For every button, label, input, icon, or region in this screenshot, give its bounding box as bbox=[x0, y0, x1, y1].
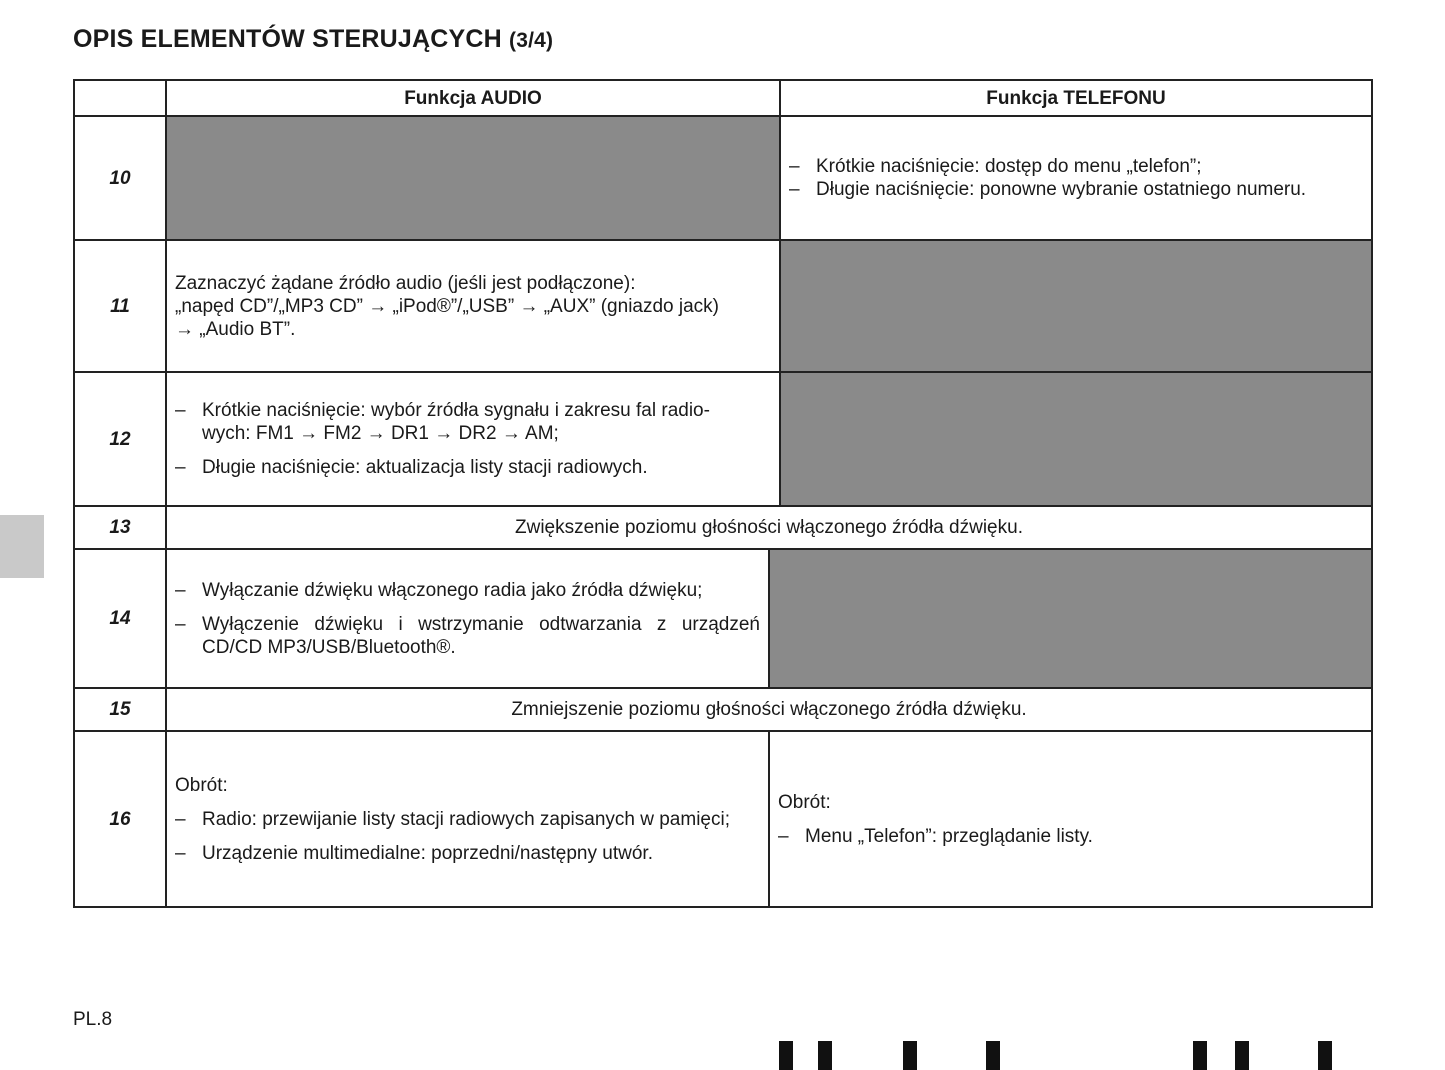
print-mark bbox=[779, 1041, 793, 1070]
intro-text: Obrót: bbox=[778, 791, 831, 813]
row-number: 10 bbox=[75, 117, 167, 239]
audio-cell-empty bbox=[167, 117, 781, 239]
intro-text: Obrót: bbox=[175, 774, 228, 796]
list-item: – Krótkie naciśnięcie: dostęp do menu „telefon”; bbox=[789, 155, 1363, 178]
controls-table bbox=[73, 79, 1373, 908]
span-cell: Zmniejszenie poziomu głośności włączonego źródła dźwięku. bbox=[167, 689, 1373, 730]
audio-cell bbox=[167, 373, 781, 505]
list-item: – Wyłączanie dźwięku włączonego radia jako źródła dźwięku; bbox=[175, 579, 760, 602]
print-mark bbox=[1235, 1041, 1249, 1070]
list-item: – Urządzenie multimedialne: poprzedni/następny utwór. bbox=[175, 842, 760, 865]
page-title-sub: (3/4) bbox=[509, 29, 554, 52]
audio-cell bbox=[167, 732, 770, 906]
print-mark bbox=[1318, 1041, 1332, 1070]
phone-cell-empty bbox=[781, 241, 1373, 371]
header-phone: Funkcja TELEFONU bbox=[781, 81, 1373, 115]
span-cell: Zwiększenie poziomu głośności włączonego źródła dźwięku. bbox=[167, 507, 1373, 548]
table-row bbox=[75, 507, 1373, 550]
row-number: 13 bbox=[75, 507, 167, 548]
table-row bbox=[75, 550, 1373, 689]
phone-cell bbox=[781, 117, 1373, 239]
list-item: – Wyłączenie dźwięku i wstrzymanie odtwarzania z urządzeń CD/CD MP3/USB/Bluetooth®. bbox=[175, 613, 760, 659]
text-line: → „Audio BT”. bbox=[175, 318, 296, 340]
text-line: „napęd CD”/„MP3 CD” → „iPod®”/„USB” → „AUX” (gniazdo jack) bbox=[175, 295, 720, 317]
table-row bbox=[75, 689, 1373, 732]
page-title bbox=[73, 25, 553, 54]
list-item: – Menu „Telefon”: przeglądanie listy. bbox=[778, 825, 1363, 848]
header-num-cell bbox=[75, 81, 167, 115]
print-mark bbox=[1193, 1041, 1207, 1070]
table-row bbox=[75, 241, 1373, 373]
print-mark bbox=[986, 1041, 1000, 1070]
phone-cell-empty bbox=[770, 550, 1373, 687]
header-audio: Funkcja AUDIO bbox=[167, 81, 781, 115]
page-title-main: OPIS ELEMENTÓW STERUJĄCYCH bbox=[73, 25, 502, 53]
row-number: 16 bbox=[75, 732, 167, 906]
list-item: – Długie naciśnięcie: ponowne wybranie ostatniego numeru. bbox=[789, 178, 1363, 201]
row-number: 15 bbox=[75, 689, 167, 730]
list-item: – Długie naciśnięcie: aktualizacja listy stacji radiowych. bbox=[175, 456, 771, 479]
table-row bbox=[75, 373, 1373, 507]
table-header-row bbox=[75, 81, 1373, 117]
section-tab bbox=[0, 515, 44, 578]
list-item: – Radio: przewijanie listy stacji radiowych zapisanych w pamięci; bbox=[175, 808, 760, 831]
audio-cell bbox=[167, 241, 781, 371]
phone-cell bbox=[770, 732, 1373, 906]
print-mark bbox=[818, 1041, 832, 1070]
audio-cell bbox=[167, 550, 770, 687]
row-number: 14 bbox=[75, 550, 167, 687]
page-number: PL.8 bbox=[73, 1009, 113, 1030]
row-number: 11 bbox=[75, 241, 167, 371]
print-mark bbox=[903, 1041, 917, 1070]
list-item: – Krótkie naciśnięcie: wybór źródła sygnału i zakresu fal radio-wych: FM1 → FM2 → DR1 → DR2 → AM; bbox=[175, 399, 771, 445]
row-number: 12 bbox=[75, 373, 167, 505]
table-row bbox=[75, 732, 1373, 908]
text-line: Zaznaczyć żądane źródło audio (jeśli jest podłączone): bbox=[175, 272, 636, 294]
phone-cell-empty bbox=[781, 373, 1373, 505]
table-row bbox=[75, 117, 1373, 241]
